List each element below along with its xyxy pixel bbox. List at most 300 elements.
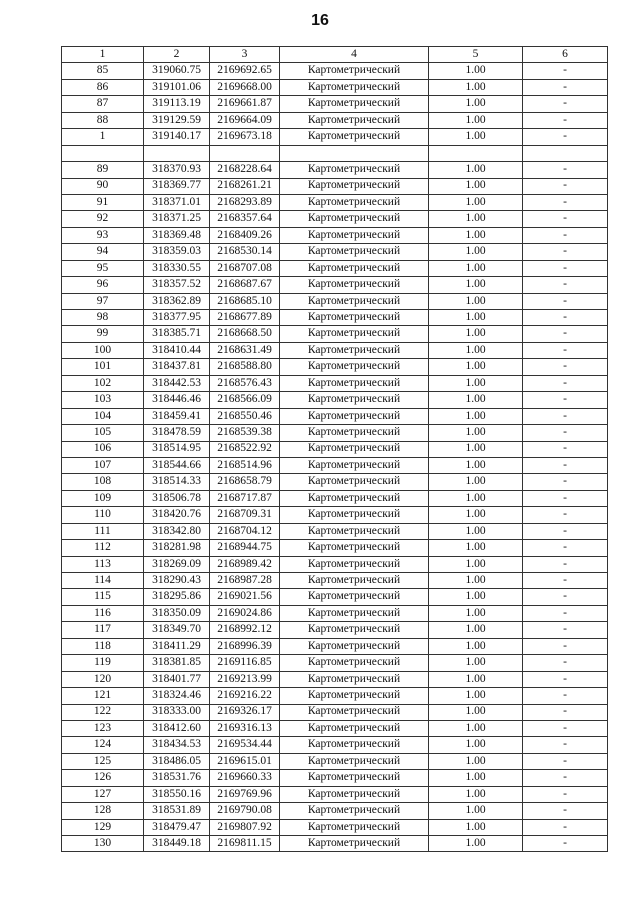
y-coordinate-cell: 2168409.26 [210,227,280,243]
table-row [62,573,608,589]
table-row [62,688,608,704]
description-cell: - [523,556,608,572]
table-row [62,342,608,358]
y-coordinate-cell: 2169660.33 [210,770,280,786]
method-cell: Картометрический [280,310,429,326]
method-cell: Картометрический [280,260,429,276]
x-coordinate-cell: 318369.48 [144,227,210,243]
accuracy-cell: 1.00 [429,310,523,326]
point-number-cell: 96 [62,277,144,293]
method-cell: Картометрический [280,490,429,506]
point-number-cell: 130 [62,836,144,852]
y-coordinate-cell: 2169326.17 [210,704,280,720]
description-cell [523,145,608,161]
method-cell: Картометрический [280,96,429,112]
accuracy-cell: 1.00 [429,293,523,309]
method-cell: Картометрический [280,803,429,819]
method-cell: Картометрический [280,112,429,128]
table-row [62,589,608,605]
point-number-cell: 109 [62,490,144,506]
y-coordinate-cell: 2168539.38 [210,425,280,441]
method-cell: Картометрический [280,556,429,572]
description-cell: - [523,605,608,621]
y-coordinate-cell: 2169668.00 [210,79,280,95]
point-number-cell: 1 [62,129,144,145]
method-cell: Картометрический [280,63,429,79]
table-row [62,359,608,375]
table-row [62,293,608,309]
point-number-cell: 125 [62,753,144,769]
x-coordinate-cell: 318411.29 [144,638,210,654]
table-row [62,622,608,638]
point-number-cell: 102 [62,375,144,391]
table-body [62,63,608,852]
table-row [62,638,608,654]
method-cell: Картометрический [280,194,429,210]
x-coordinate-cell: 318362.89 [144,293,210,309]
description-cell: - [523,244,608,260]
accuracy-cell: 1.00 [429,326,523,342]
accuracy-cell: 1.00 [429,688,523,704]
y-coordinate-cell: 2169216.22 [210,688,280,704]
accuracy-cell: 1.00 [429,112,523,128]
description-cell: - [523,375,608,391]
description-cell: - [523,211,608,227]
point-number-cell: 90 [62,178,144,194]
accuracy-cell: 1.00 [429,129,523,145]
x-coordinate-cell: 318333.00 [144,704,210,720]
table-row [62,96,608,112]
table-row [62,260,608,276]
point-number-cell: 118 [62,638,144,654]
x-coordinate-cell: 318369.77 [144,178,210,194]
y-coordinate-cell: 2169807.92 [210,819,280,835]
x-coordinate-cell: 318357.52 [144,277,210,293]
description-cell: - [523,589,608,605]
point-number-cell: 113 [62,556,144,572]
table-row [62,244,608,260]
table-header-row [62,47,608,63]
point-number-cell: 122 [62,704,144,720]
method-cell: Картометрический [280,573,429,589]
point-number-cell: 114 [62,573,144,589]
x-coordinate-cell [144,145,210,161]
method-cell: Картометрический [280,408,429,424]
accuracy-cell: 1.00 [429,704,523,720]
x-coordinate-cell: 318371.01 [144,194,210,210]
accuracy-cell: 1.00 [429,162,523,178]
table-row [62,211,608,227]
header-cell: 4 [280,47,429,63]
method-cell [280,145,429,161]
description-cell: - [523,425,608,441]
x-coordinate-cell: 318550.16 [144,786,210,802]
table-row [62,227,608,243]
header-cell: 2 [144,47,210,63]
x-coordinate-cell: 318370.93 [144,162,210,178]
method-cell: Картометрический [280,375,429,391]
description-cell: - [523,392,608,408]
description-cell: - [523,770,608,786]
x-coordinate-cell: 318295.86 [144,589,210,605]
table-row [62,540,608,556]
table-row [62,507,608,523]
point-number-cell: 104 [62,408,144,424]
y-coordinate-cell: 2168566.09 [210,392,280,408]
description-cell: - [523,194,608,210]
point-number-cell: 129 [62,819,144,835]
method-cell: Картометрический [280,622,429,638]
y-coordinate-cell: 2168522.92 [210,441,280,457]
method-cell: Картометрический [280,688,429,704]
table-row [62,753,608,769]
x-coordinate-cell: 318385.71 [144,326,210,342]
accuracy-cell: 1.00 [429,260,523,276]
description-cell: - [523,540,608,556]
point-number-cell: 108 [62,474,144,490]
point-number-cell: 111 [62,523,144,539]
table-row [62,786,608,802]
method-cell: Картометрический [280,589,429,605]
x-coordinate-cell: 318478.59 [144,425,210,441]
method-cell: Картометрический [280,507,429,523]
accuracy-cell: 1.00 [429,770,523,786]
y-coordinate-cell: 2168677.89 [210,310,280,326]
y-coordinate-cell: 2168530.14 [210,244,280,260]
description-cell: - [523,260,608,276]
method-cell: Картометрический [280,425,429,441]
accuracy-cell: 1.00 [429,622,523,638]
description-cell: - [523,655,608,671]
x-coordinate-cell: 318377.95 [144,310,210,326]
point-number-cell: 116 [62,605,144,621]
accuracy-cell: 1.00 [429,392,523,408]
point-number-cell: 119 [62,655,144,671]
table-row [62,425,608,441]
accuracy-cell: 1.00 [429,227,523,243]
description-cell: - [523,441,608,457]
table-row [62,720,608,736]
y-coordinate-cell: 2169769.96 [210,786,280,802]
y-coordinate-cell: 2169661.87 [210,96,280,112]
y-coordinate-cell [210,145,280,161]
y-coordinate-cell: 2169615.01 [210,753,280,769]
x-coordinate-cell: 318459.41 [144,408,210,424]
method-cell: Картометрический [280,753,429,769]
table-row [62,803,608,819]
x-coordinate-cell: 318412.60 [144,720,210,736]
accuracy-cell: 1.00 [429,523,523,539]
method-cell: Картометрический [280,293,429,309]
method-cell: Картометрический [280,326,429,342]
description-cell: - [523,310,608,326]
description-cell: - [523,819,608,835]
point-number-cell: 94 [62,244,144,260]
point-number-cell: 88 [62,112,144,128]
method-cell: Картометрический [280,342,429,358]
y-coordinate-cell: 2168685.10 [210,293,280,309]
x-coordinate-cell: 318350.09 [144,605,210,621]
description-cell: - [523,457,608,473]
y-coordinate-cell: 2168357.64 [210,211,280,227]
description-cell: - [523,63,608,79]
x-coordinate-cell: 318486.05 [144,753,210,769]
x-coordinate-cell: 318371.25 [144,211,210,227]
point-number-cell: 85 [62,63,144,79]
description-cell: - [523,507,608,523]
x-coordinate-cell: 318349.70 [144,622,210,638]
y-coordinate-cell: 2168707.08 [210,260,280,276]
table-row [62,556,608,572]
accuracy-cell: 1.00 [429,342,523,358]
accuracy-cell: 1.00 [429,79,523,95]
x-coordinate-cell: 318410.44 [144,342,210,358]
point-number-cell: 127 [62,786,144,802]
accuracy-cell: 1.00 [429,359,523,375]
table-row [62,819,608,835]
accuracy-cell: 1.00 [429,589,523,605]
table-row [62,737,608,753]
accuracy-cell: 1.00 [429,819,523,835]
y-coordinate-cell: 2169673.18 [210,129,280,145]
point-number-cell: 93 [62,227,144,243]
point-number-cell: 106 [62,441,144,457]
method-cell: Картометрический [280,211,429,227]
description-cell: - [523,474,608,490]
description-cell: - [523,836,608,852]
point-number-cell: 91 [62,194,144,210]
accuracy-cell: 1.00 [429,556,523,572]
x-coordinate-cell: 318531.89 [144,803,210,819]
point-number-cell: 105 [62,425,144,441]
table-row [62,375,608,391]
table-row [62,605,608,621]
point-number-cell: 128 [62,803,144,819]
description-cell: - [523,408,608,424]
description-cell: - [523,342,608,358]
y-coordinate-cell: 2168704.12 [210,523,280,539]
x-coordinate-cell: 318290.43 [144,573,210,589]
method-cell: Картометрический [280,638,429,654]
description-cell: - [523,622,608,638]
y-coordinate-cell: 2169811.15 [210,836,280,852]
x-coordinate-cell: 318330.55 [144,260,210,276]
point-number-cell: 101 [62,359,144,375]
y-coordinate-cell: 2168658.79 [210,474,280,490]
point-number-cell: 117 [62,622,144,638]
accuracy-cell: 1.00 [429,605,523,621]
description-cell: - [523,162,608,178]
point-number-cell: 89 [62,162,144,178]
y-coordinate-cell: 2168293.89 [210,194,280,210]
x-coordinate-cell: 318401.77 [144,671,210,687]
table-row [62,836,608,852]
table-row [62,112,608,128]
method-cell: Картометрический [280,836,429,852]
point-number-cell: 98 [62,310,144,326]
point-number-cell [62,145,144,161]
y-coordinate-cell: 2168576.43 [210,375,280,391]
x-coordinate-cell: 318449.18 [144,836,210,852]
point-number-cell: 107 [62,457,144,473]
description-cell: - [523,688,608,704]
y-coordinate-cell: 2168631.49 [210,342,280,358]
y-coordinate-cell: 2168228.64 [210,162,280,178]
y-coordinate-cell: 2168668.50 [210,326,280,342]
y-coordinate-cell: 2168687.67 [210,277,280,293]
accuracy-cell: 1.00 [429,507,523,523]
y-coordinate-cell: 2169664.09 [210,112,280,128]
table-row [62,490,608,506]
x-coordinate-cell: 318446.46 [144,392,210,408]
table-row [62,523,608,539]
y-coordinate-cell: 2168996.39 [210,638,280,654]
point-number-cell: 99 [62,326,144,342]
y-coordinate-cell: 2168588.80 [210,359,280,375]
x-coordinate-cell: 318514.95 [144,441,210,457]
accuracy-cell: 1.00 [429,63,523,79]
description-cell: - [523,523,608,539]
description-cell: - [523,359,608,375]
x-coordinate-cell: 318342.80 [144,523,210,539]
coordinates-table [61,46,608,852]
accuracy-cell: 1.00 [429,211,523,227]
method-cell: Картометрический [280,540,429,556]
accuracy-cell: 1.00 [429,408,523,424]
x-coordinate-cell: 318514.33 [144,474,210,490]
method-cell: Картометрический [280,704,429,720]
point-number-cell: 87 [62,96,144,112]
method-cell: Картометрический [280,523,429,539]
x-coordinate-cell: 319113.19 [144,96,210,112]
y-coordinate-cell: 2169790.08 [210,803,280,819]
accuracy-cell: 1.00 [429,671,523,687]
point-number-cell: 124 [62,737,144,753]
x-coordinate-cell: 319060.75 [144,63,210,79]
x-coordinate-cell: 319101.06 [144,79,210,95]
accuracy-cell: 1.00 [429,490,523,506]
point-number-cell: 95 [62,260,144,276]
method-cell: Картометрический [280,277,429,293]
method-cell: Картометрический [280,770,429,786]
y-coordinate-cell: 2169316.13 [210,720,280,736]
y-coordinate-cell: 2169213.99 [210,671,280,687]
table-row [62,129,608,145]
method-cell: Картометрический [280,655,429,671]
y-coordinate-cell: 2169021.56 [210,589,280,605]
point-number-cell: 97 [62,293,144,309]
y-coordinate-cell: 2168514.96 [210,457,280,473]
table-row [62,392,608,408]
method-cell: Картометрический [280,737,429,753]
description-cell: - [523,227,608,243]
point-number-cell: 115 [62,589,144,605]
accuracy-cell: 1.00 [429,457,523,473]
x-coordinate-cell: 318437.81 [144,359,210,375]
table-row [62,671,608,687]
x-coordinate-cell: 318531.76 [144,770,210,786]
x-coordinate-cell: 318479.47 [144,819,210,835]
method-cell: Картометрический [280,227,429,243]
accuracy-cell: 1.00 [429,474,523,490]
header-cell: 1 [62,47,144,63]
y-coordinate-cell: 2168709.31 [210,507,280,523]
method-cell: Картометрический [280,474,429,490]
x-coordinate-cell: 318506.78 [144,490,210,506]
table-row [62,704,608,720]
description-cell: - [523,737,608,753]
method-cell: Картометрический [280,244,429,260]
accuracy-cell: 1.00 [429,96,523,112]
point-number-cell: 120 [62,671,144,687]
point-number-cell: 100 [62,342,144,358]
point-number-cell: 86 [62,79,144,95]
table-row [62,310,608,326]
description-cell: - [523,704,608,720]
accuracy-cell: 1.00 [429,194,523,210]
accuracy-cell: 1.00 [429,786,523,802]
x-coordinate-cell: 318442.53 [144,375,210,391]
accuracy-cell: 1.00 [429,425,523,441]
table-row [62,162,608,178]
description-cell: - [523,803,608,819]
table-row [62,408,608,424]
method-cell: Картометрический [280,671,429,687]
description-cell: - [523,277,608,293]
method-cell: Картометрический [280,79,429,95]
table-row [62,326,608,342]
x-coordinate-cell: 319129.59 [144,112,210,128]
x-coordinate-cell: 318269.09 [144,556,210,572]
y-coordinate-cell: 2168261.21 [210,178,280,194]
table-row [62,441,608,457]
y-coordinate-cell: 2168992.12 [210,622,280,638]
description-cell: - [523,326,608,342]
y-coordinate-cell: 2169024.86 [210,605,280,621]
table-row [62,277,608,293]
point-number-cell: 112 [62,540,144,556]
method-cell: Картометрический [280,441,429,457]
method-cell: Картометрический [280,786,429,802]
y-coordinate-cell: 2169534.44 [210,737,280,753]
method-cell: Картометрический [280,819,429,835]
method-cell: Картометрический [280,359,429,375]
table-row [62,655,608,671]
method-cell: Картометрический [280,720,429,736]
accuracy-cell: 1.00 [429,836,523,852]
point-number-cell: 103 [62,392,144,408]
description-cell: - [523,490,608,506]
x-coordinate-cell: 318434.53 [144,737,210,753]
table-row [62,457,608,473]
table-spacer-row [62,145,608,161]
point-number-cell: 123 [62,720,144,736]
accuracy-cell: 1.00 [429,441,523,457]
accuracy-cell: 1.00 [429,753,523,769]
description-cell: - [523,753,608,769]
header-cell: 6 [523,47,608,63]
accuracy-cell: 1.00 [429,178,523,194]
point-number-cell: 121 [62,688,144,704]
description-cell: - [523,293,608,309]
point-number-cell: 92 [62,211,144,227]
table-row [62,79,608,95]
accuracy-cell: 1.00 [429,638,523,654]
method-cell: Картометрический [280,457,429,473]
header-cell: 3 [210,47,280,63]
y-coordinate-cell: 2169692.65 [210,63,280,79]
page-number: 16 [311,12,329,29]
